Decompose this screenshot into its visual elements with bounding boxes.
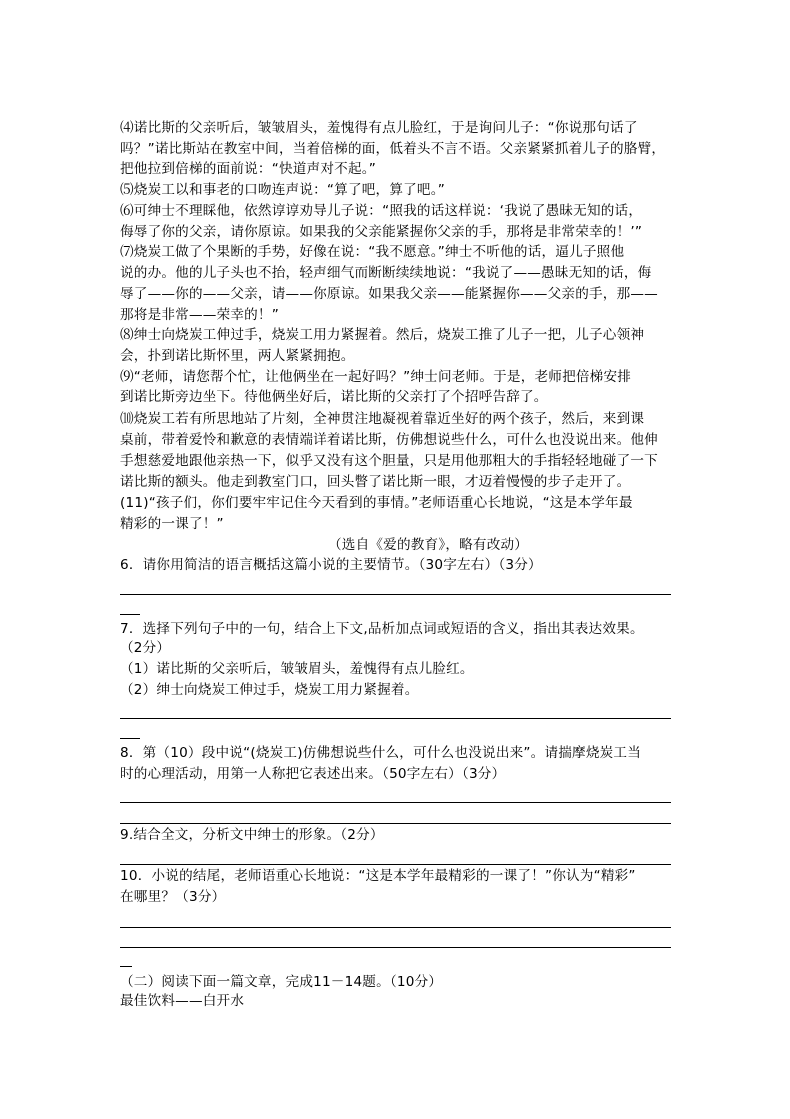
paragraph-4-line: 把他拉到倍梯的面前说：“快道声对不起。” <box>120 161 376 177</box>
paragraph-8-line: ⑻绅士向烧炭工伸过手，烧炭工用力紧握着。然后，烧炭工推了儿子一把，儿子心领神 <box>120 327 645 343</box>
paragraph-4-line: ⑷诺比斯的父亲听后，皱皱眉头，羞愧得有点儿脸红，于是询问儿子：“你说那句话了 <box>120 120 638 136</box>
answer-line-short <box>120 614 140 615</box>
question-8: 时的心理活动，用第一人称把它表述出来。（50字左右）（3分） <box>120 766 506 782</box>
answer-line[interactable] <box>120 823 671 824</box>
question-10: 10．小说的结尾，老师语重心长地说：“这是本学年最精彩的一课了！”你认为“精彩” <box>120 868 636 884</box>
paragraph-11-line: 精彩的一课了！” <box>120 516 224 532</box>
answer-line[interactable] <box>120 594 671 595</box>
source-note: （选自《爱的教育》，略有改动） <box>328 537 529 553</box>
paragraph-6-line: ⑹可绅士不理睬他，依然谆谆劝导儿子说：“照我的话这样说：‘我说了愚昧无知的话， <box>120 203 643 219</box>
answer-line[interactable] <box>120 864 671 865</box>
question-8: 8．第（10）段中说“(烧炭工)仿佛想说些什么，可什么也没说出来”。请揣摩烧炭工当 <box>120 745 642 761</box>
paragraph-10-line: ⑽烧炭工若有所思地站了片刻，全神贯注地凝视着靠近坐好的两个孩子，然后，来到课 <box>120 411 645 427</box>
paragraph-10-line: 手想慈爱地跟他亲热一下，似乎又没有这个胆量，只是用他那粗大的手指轻轻地碰了一下 <box>120 453 658 469</box>
paragraph-4-line: 吗？”诺比斯站在教室中间，当着倍梯的面，低着头不言不语。父亲紧紧抓着儿子的胳臂， <box>120 141 666 157</box>
question-10: 在哪里？（3分） <box>120 889 226 905</box>
question-9: 9.结合全文，分析文中绅士的形象。（2分） <box>120 827 384 843</box>
answer-line[interactable] <box>120 802 671 803</box>
section-heading: （二）阅读下面一篇文章，完成11－14题。（10分） <box>120 974 443 990</box>
question-6: 6．请你用简洁的语言概括这篇小说的主要情节。（30字左右）（3分） <box>120 557 542 573</box>
paragraph-7-line: 辱了——你的——父亲，请——你原谅。如果我父亲——能紧握你——父亲的手，那—— <box>120 286 658 302</box>
question-7-option-2: （2）绅士向烧炭工伸过手，烧炭工用力紧握着。 <box>120 682 419 698</box>
paragraph-9-line: ⑼“老师，请您帮个忙，让他俩坐在一起好吗？”绅士问老师。于是，老师把倍梯安排 <box>120 369 632 385</box>
answer-line[interactable] <box>120 947 671 948</box>
paragraph-9-line: 到诺比斯旁边坐下。待他俩坐好后，诺比斯的父亲打了个招呼告辞了。 <box>120 389 548 405</box>
answer-line-short <box>120 966 132 967</box>
answer-line[interactable] <box>120 927 671 928</box>
paragraph-11-line: (11)“孩子们，你们要牢牢记住今天看到的事情。”老师语重心长地说，“这是本学年最 <box>120 495 633 511</box>
answer-line-short <box>120 738 140 739</box>
paragraph-7-line: 那将是非常——荣幸的！” <box>120 307 279 323</box>
paragraph-7-line: 说的办。他的儿子头也不抬，轻声细气而断断续续地说：“我说了——愚昧无知的话，侮 <box>120 265 652 281</box>
article-title: 最佳饮料——白开水 <box>120 993 245 1009</box>
paragraph-6-line: 侮辱了你的父亲，请你原谅。如果我的父亲能紧握你父亲的手，那将是非常荣幸的！’” <box>120 224 643 240</box>
paragraph-7-line: ⑺烧炭工做了个果断的手势，好像在说：“我不愿意。”绅士不听他的话，逼儿子照他 <box>120 244 625 260</box>
question-7-option-1: （1）诺比斯的父亲听后，皱皱眉头，羞愧得有点儿脸红。 <box>120 661 474 677</box>
question-7: 7．选择下列句子中的一句，结合上下文,品析加点词或短语的含义，指出其表达效果。 <box>120 621 644 637</box>
paragraph-5-line: ⑸烧炭工以和事老的口吻连声说：“算了吧，算了吧。” <box>120 182 445 198</box>
paragraph-10-line: 诺比斯的额头。他走到教室门口，回头瞥了诺比斯一眼，才迈着慢慢的步子走开了。 <box>120 474 631 490</box>
question-7-score: （2分） <box>120 640 171 656</box>
paragraph-10-line: 桌前，带着爱怜和歉意的表情端详着诺比斯，仿佛想说些什么，可什么也没说出来。他伸 <box>120 432 658 448</box>
paragraph-8-line: 会，扑到诺比斯怀里，两人紧紧拥抱。 <box>120 348 355 364</box>
answer-line[interactable] <box>120 718 671 719</box>
